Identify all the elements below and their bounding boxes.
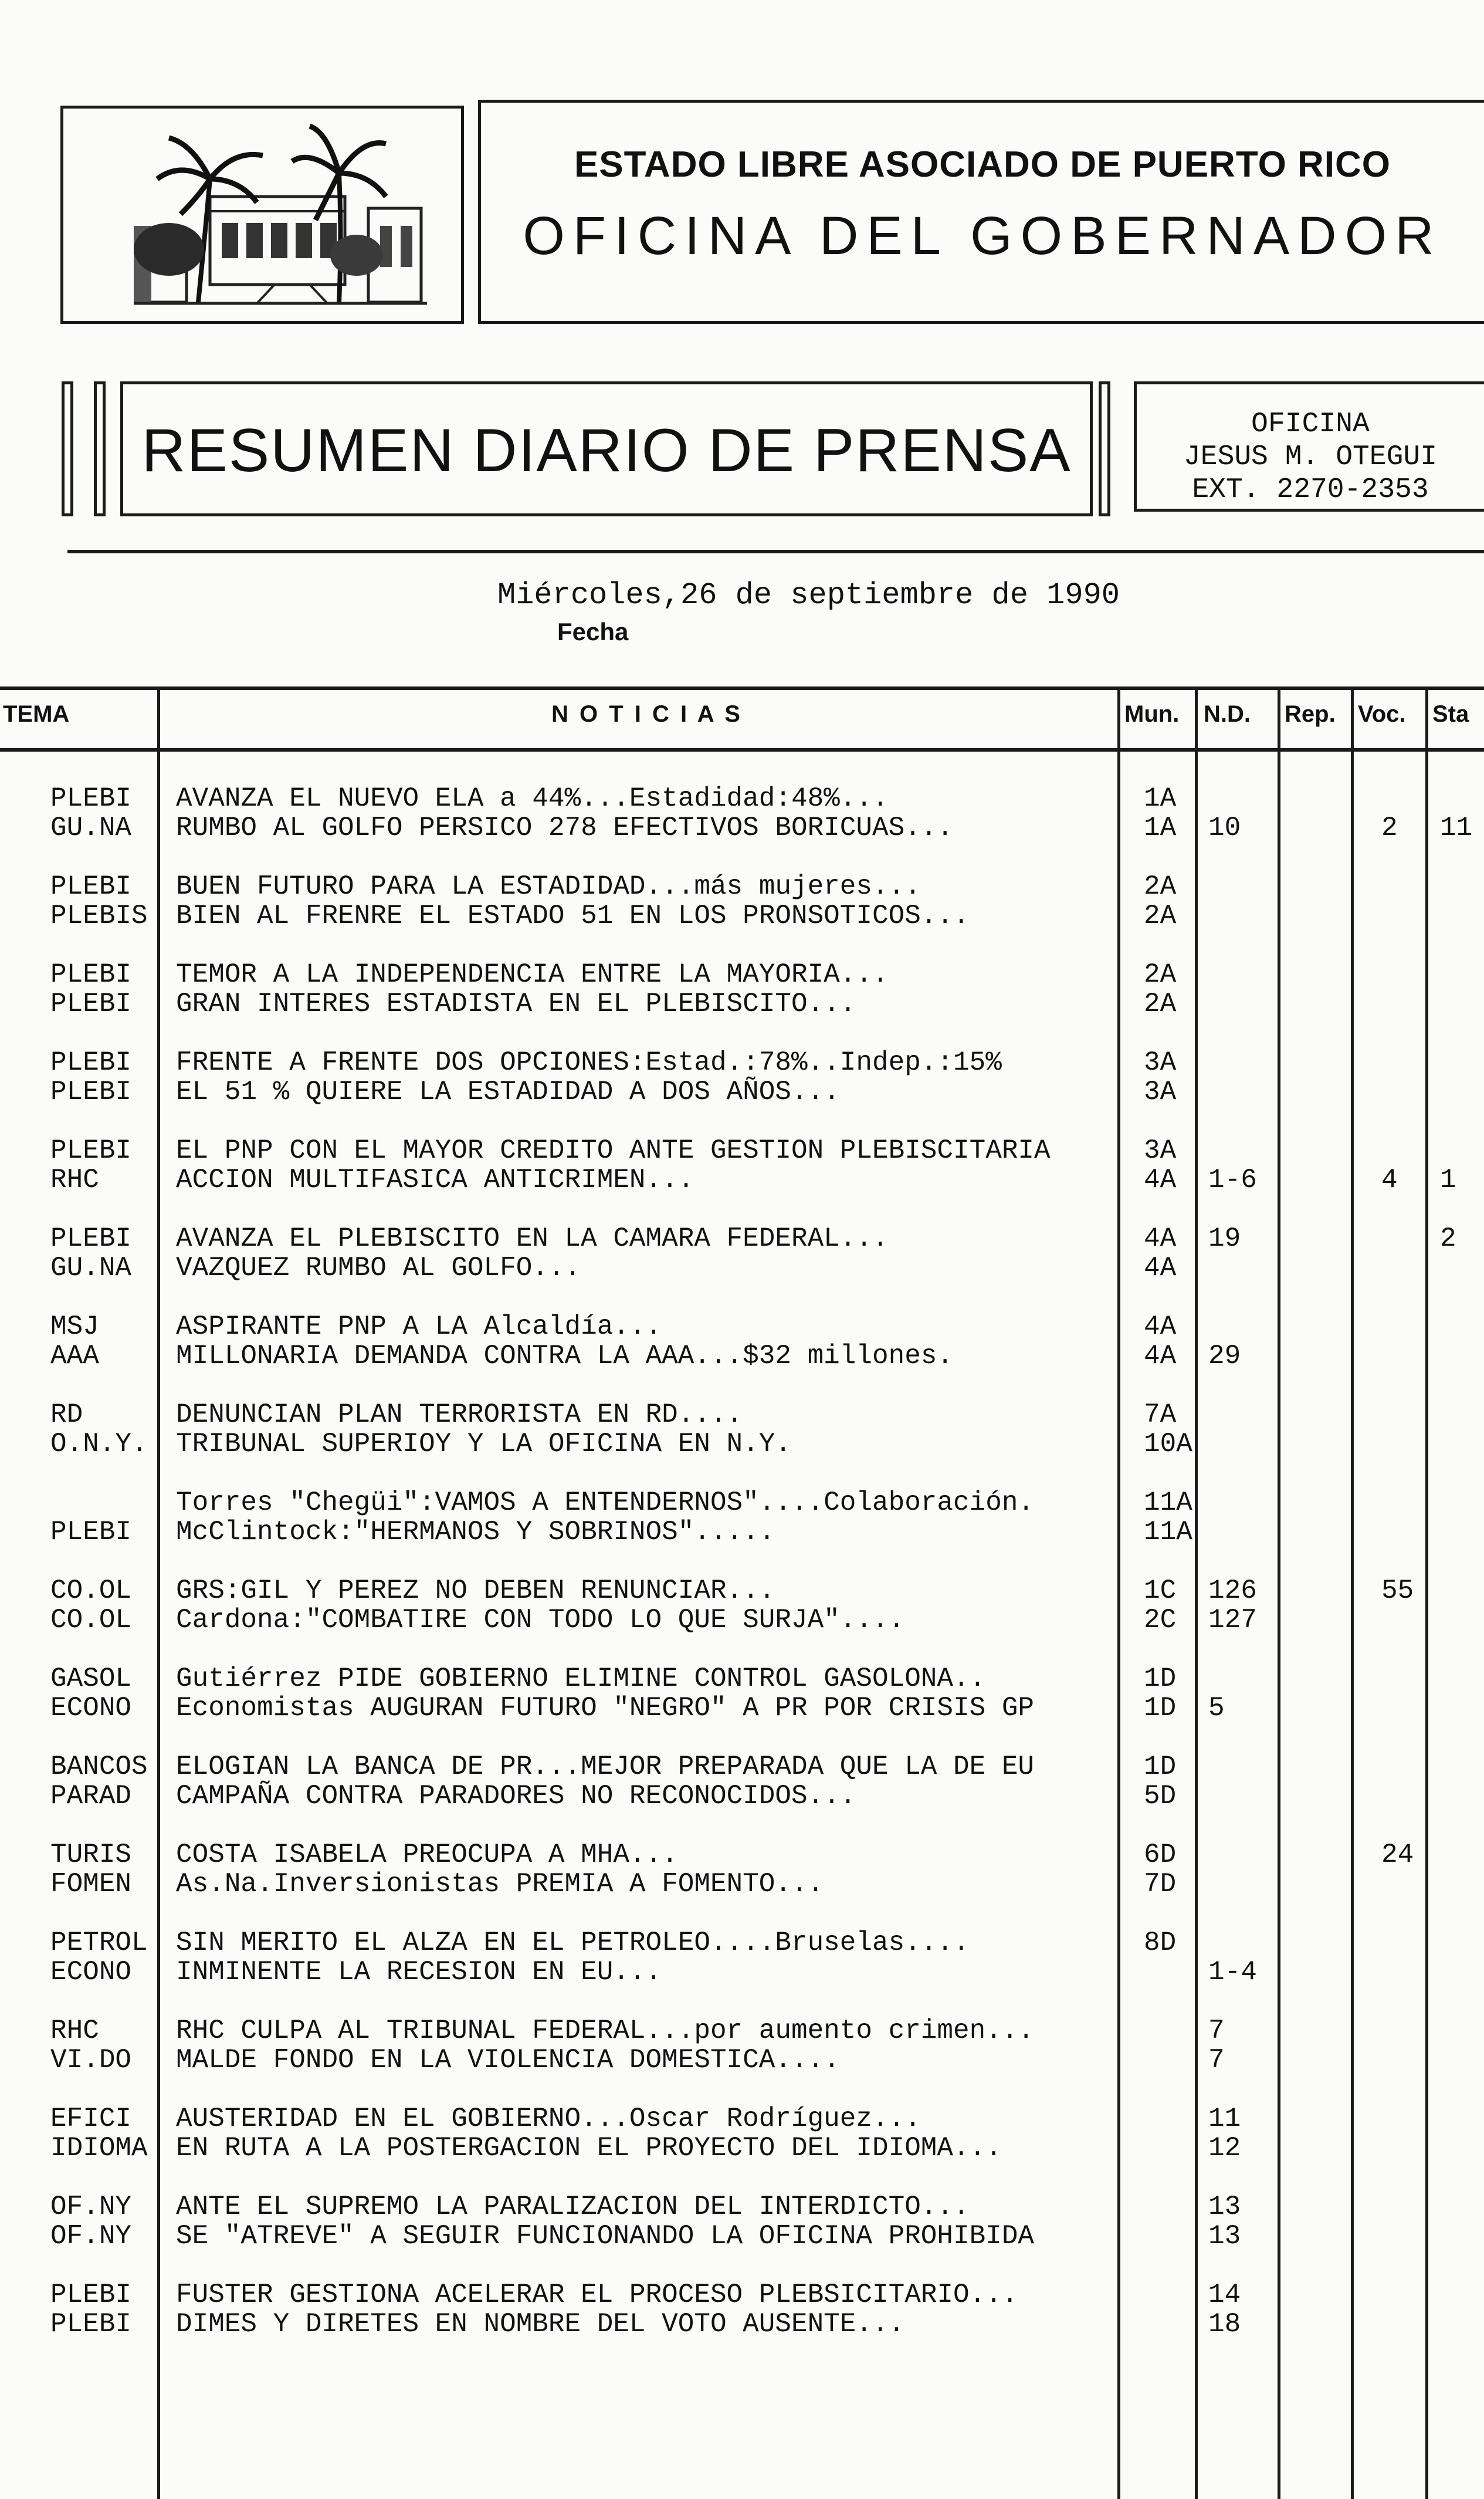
row-tema: PLEBI [50,1517,132,1547]
row-mun: 4A [1144,1311,1177,1342]
office-name: OFICINA DEL GOBERNADOR [523,206,1442,266]
header-title-box [478,100,1484,324]
column-header-tema: TEMA [3,701,70,727]
row-nd: 29 [1208,1341,1241,1371]
row-headline: SE "ATREVE" A SEGUIR FUNCIONANDO LA OFICINA PROHIBIDA [176,2221,1035,2251]
row-mun: 7A [1144,1399,1177,1430]
row-headline: Gutiérrez PIDE GOBIERNO ELIMINE CONTROL GASOLONA.. [176,1663,986,1694]
row-headline: BIEN AL FRENRE EL ESTADO 51 EN LOS PRONSOTICOS... [176,901,970,931]
row-mun: 1D [1144,1693,1177,1723]
row-tema: PETROL [50,1927,148,1958]
date-text: Miércoles,26 de septiembre de 1990 [497,578,1120,613]
row-headline: AVANZA EL NUEVO ELA a 44%...Estadidad:48%... [176,783,889,814]
row-mun: 5D [1144,1781,1177,1811]
row-voc: 55 [1381,1575,1414,1606]
row-tema: BANCOS [50,1751,148,1782]
row-tema: O.N.Y. [50,1429,148,1459]
column-divider [1278,687,1280,2499]
table-header-rule [0,748,1484,752]
column-header-noticias: N O T I C I A S [551,701,743,727]
decorative-bar [62,381,73,516]
row-tema: PARAD [50,1781,132,1811]
row-tema: RHC [50,1165,99,1195]
row-tema: PLEBI [50,1077,132,1107]
decorative-bar [94,381,106,516]
row-headline: GRAN INTERES ESTADISTA EN EL PLEBISCITO... [176,989,856,1019]
row-tema: PLEBI [50,2280,132,2310]
row-tema: PLEBI [50,959,132,990]
row-tema: AAA [50,1341,99,1371]
row-headline: SIN MERITO EL ALZA EN EL PETROLEO....Bruselas.... [176,1927,970,1958]
row-mun: 2A [1144,901,1177,931]
row-headline: MALDE FONDO EN LA VIOLENCIA DOMESTICA.... [176,2045,840,2075]
row-headline: As.Na.Inversionistas PREMIA A FOMENTO... [176,1869,824,1899]
row-mun: 8D [1144,1927,1177,1958]
row-nd: 12 [1208,2133,1241,2163]
row-sta: 2 [1440,1223,1456,1254]
row-headline: Economistas AUGURAN FUTURO "NEGRO" A PR POR CRISIS GP [176,1693,1035,1723]
row-headline: FRENTE A FRENTE DOS OPCIONES:Estad.:78%..Indep.:15% [176,1047,1002,1078]
row-tema: OF.NY [50,2221,132,2251]
row-mun: 6D [1144,1839,1177,1870]
row-headline: FUSTER GESTIONA ACELERAR EL PROCESO PLEBSICITARIO... [176,2280,1018,2310]
row-mun: 11A [1144,1487,1192,1518]
row-mun: 4A [1144,1341,1177,1371]
column-divider [1195,687,1198,2499]
column-header-mun: Mun. [1124,701,1180,727]
row-voc: 2 [1381,813,1398,843]
row-headline: Cardona:"COMBATIRE CON TODO LO QUE SURJA".... [176,1605,905,1635]
row-mun: 1C [1144,1575,1177,1606]
row-nd: 1-4 [1208,1957,1257,1987]
row-tema: FOMEN [50,1869,132,1899]
row-headline: EN RUTA A LA POSTERGACION EL PROYECTO DEL IDIOMA... [176,2133,1002,2163]
row-tema: ECONO [50,1957,132,1987]
column-header-sta: Sta [1432,701,1469,727]
row-tema: PLEBI [50,783,132,814]
row-nd: 11 [1208,2104,1241,2134]
row-mun: 1A [1144,813,1177,843]
row-headline: TEMOR A LA INDEPENDENCIA ENTRE LA MAYORIA... [176,959,889,990]
row-headline: INMINENTE LA RECESION EN EU... [176,1957,662,1987]
row-headline: DIMES Y DIRETES EN NOMBRE DEL VOTO AUSENTE... [176,2309,905,2339]
column-divider [1425,687,1428,2499]
state-name: ESTADO LIBRE ASOCIADO DE PUERTO RICO [574,144,1391,185]
row-tema: PLEBI [50,2309,132,2339]
row-tema: MSJ [50,1311,99,1342]
row-tema: PLEBI [50,871,132,902]
row-headline: EL PNP CON EL MAYOR CREDITO ANTE GESTION PLEBISCITARIA [176,1135,1051,1166]
row-tema: ECONO [50,1693,132,1723]
row-headline: AUSTERIDAD EN EL GOBIERNO...Oscar Rodríguez... [176,2104,921,2134]
column-header-nd: N.D. [1204,701,1251,727]
publication-title: RESUMEN DIARIO DE PRENSA [141,417,1072,485]
row-voc: 24 [1381,1839,1414,1870]
row-headline: RHC CULPA AL TRIBUNAL FEDERAL...por aumento crimen... [176,2016,1035,2046]
row-tema: GU.NA [50,813,132,843]
row-tema: RHC [50,2016,99,2046]
row-mun: 2A [1144,959,1177,990]
decorative-bar [1099,381,1110,516]
row-nd: 13 [1208,2221,1241,2251]
row-headline: RUMBO AL GOLFO PERSICO 278 EFECTIVOS BORICUAS... [176,813,954,843]
row-headline: Torres "Chegüi":VAMOS A ENTENDERNOS"....Colaboración. [176,1487,1035,1518]
row-headline: EL 51 % QUIERE LA ESTADIDAD A DOS AÑOS... [176,1077,840,1107]
row-nd: 7 [1208,2016,1225,2046]
row-mun: 1D [1144,1751,1177,1782]
row-tema: RD [50,1399,83,1430]
row-mun: 1A [1144,783,1177,814]
row-tema: CO.OL [50,1605,132,1635]
row-tema: OF.NY [50,2192,132,2222]
row-headline: BUEN FUTURO PARA LA ESTADIDAD...más mujeres... [176,871,921,902]
column-divider [157,687,160,2499]
row-tema: IDIOMA [50,2133,148,2163]
header-rule [67,550,1484,553]
row-tema: PLEBI [50,1135,132,1166]
row-tema: PLEBIS [50,901,148,931]
row-mun: 3A [1144,1135,1177,1166]
row-tema: VI.DO [50,2045,132,2075]
logo-box [60,106,464,324]
column-header-voc: Voc. [1358,701,1406,727]
publication-title-box [120,381,1093,516]
row-tema: PLEBI [50,1223,132,1254]
row-nd: 13 [1208,2192,1241,2222]
row-headline: ACCION MULTIFASICA ANTICRIMEN... [176,1165,694,1195]
row-sta: 11 [1440,813,1473,843]
row-nd: 5 [1208,1693,1225,1723]
row-nd: 7 [1208,2045,1225,2075]
row-headline: McClintock:"HERMANOS Y SOBRINOS"..... [176,1517,775,1547]
column-divider [1351,687,1354,2499]
row-headline: DENUNCIAN PLAN TERRORISTA EN RD.... [176,1399,743,1430]
row-voc: 4 [1381,1165,1398,1195]
row-nd: 19 [1208,1223,1241,1254]
row-headline: CAMPAÑA CONTRA PARADORES NO RECONOCIDOS... [176,1781,856,1811]
row-nd: 127 [1208,1605,1257,1635]
row-headline: GRS:GIL Y PEREZ NO DEBEN RENUNCIAR... [176,1575,775,1606]
row-tema: CO.OL [50,1575,132,1606]
row-headline: ANTE EL SUPREMO LA PARALIZACION DEL INTERDICTO... [176,2192,970,2222]
column-header-rep: Rep. [1285,701,1336,727]
contact-name: JESUS M. OTEGUI [1183,441,1438,473]
row-headline: COSTA ISABELA PREOCUPA A MHA... [176,1839,678,1870]
row-tema: PLEBI [50,989,132,1019]
row-nd: 10 [1208,813,1241,843]
row-tema: GU.NA [50,1253,132,1283]
row-mun: 10A [1144,1429,1192,1459]
row-headline: MILLONARIA DEMANDA CONTRA LA AAA...$32 millones. [176,1341,954,1371]
contact-box [1134,381,1484,512]
row-mun: 2C [1144,1605,1177,1635]
contact-extension: EXT. 2270-2353 [1192,474,1429,506]
row-nd: 1-6 [1208,1165,1257,1195]
row-mun: 3A [1144,1047,1177,1078]
date-label: Fecha [557,618,629,645]
column-divider [1117,687,1120,2499]
row-headline: VAZQUEZ RUMBO AL GOLFO... [176,1253,581,1283]
row-sta: 1 [1440,1165,1456,1195]
row-headline: TRIBUNAL SUPERIOY Y LA OFICINA EN N.Y. [176,1429,791,1459]
row-headline: ASPIRANTE PNP A LA Alcaldía... [176,1311,662,1342]
row-tema: PLEBI [50,1047,132,1078]
row-mun: 4A [1144,1223,1177,1254]
row-nd: 14 [1208,2280,1241,2310]
row-tema: GASOL [50,1663,132,1694]
row-tema: TURIS [50,1839,132,1870]
row-mun: 2A [1144,989,1177,1019]
row-mun: 3A [1144,1077,1177,1107]
contact-office: OFICINA [1251,408,1370,440]
row-mun: 2A [1144,871,1177,902]
row-nd: 126 [1208,1575,1257,1606]
table-top-rule [0,687,1484,690]
row-headline: AVANZA EL PLEBISCITO EN LA CAMARA FEDERAL... [176,1223,889,1254]
row-headline: ELOGIAN LA BANCA DE PR...MEJOR PREPARADA QUE LA DE EU [176,1751,1035,1782]
row-mun: 1D [1144,1663,1177,1694]
row-mun: 7D [1144,1869,1177,1899]
row-mun: 4A [1144,1165,1177,1195]
row-tema: EFICI [50,2104,132,2134]
governor-mansion-illustration [63,109,461,321]
row-nd: 18 [1208,2309,1241,2339]
row-mun: 11A [1144,1517,1192,1547]
row-mun: 4A [1144,1253,1177,1283]
